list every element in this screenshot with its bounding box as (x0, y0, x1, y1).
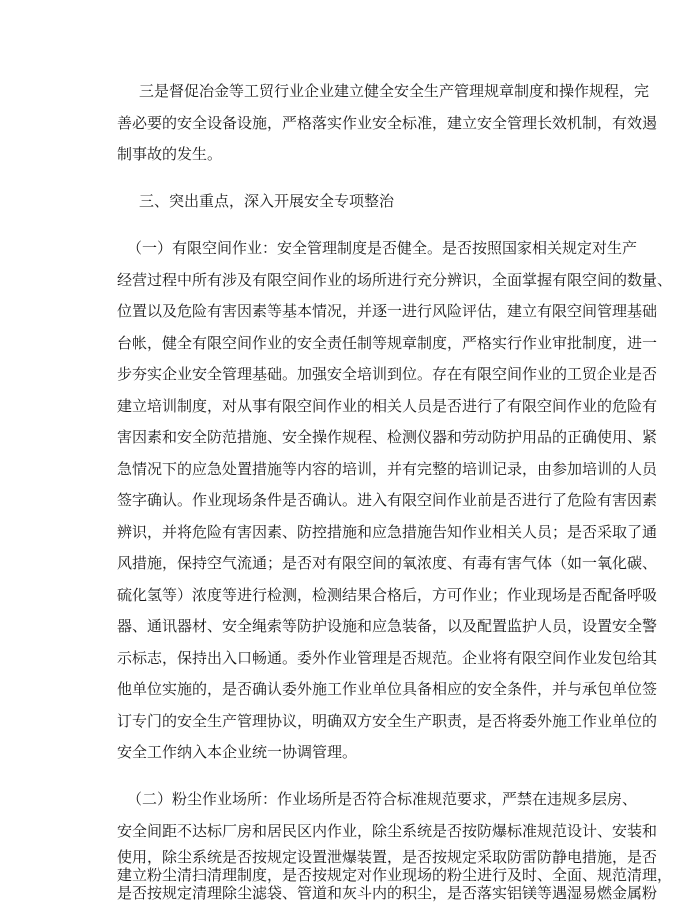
paragraph-2-line-14: 示标志，保持出入口畅通。委外作业管理是否规范。企业将有限空间作业发包给其 (117, 649, 658, 667)
paragraph-2-line-10: 辨识，并将危险有害因素、防控措施和应急措施告知作业相关人员；是否采取了通 (117, 523, 658, 541)
paragraph-2-line-8: 急情况下的应急处置措施等内容的培训，并有完整的培训记录，由参加培训的人员 (117, 460, 658, 478)
paragraph-2-line-16: 订专门的安全生产管理协议，明确双方安全生产职责，是否将委外施工作业单位的 (117, 712, 658, 730)
paragraph-2-line-4: 台帐，健全有限空间作业的安全责任制等规章制度，严格实行作业审批制度，进一 (117, 334, 658, 352)
paragraph-2-line-1: （一）有限空间作业：安全管理制度是否健全。是否按照国家相关规定对生产 (127, 239, 638, 257)
paragraph-2-line-3: 位置以及危险有害因素等基本情况，并逐一进行风险评估，建立有限空间管理基础 (117, 302, 658, 320)
paragraph-2-line-15: 他单位实施的，是否确认委外施工作业单位具备相应的安全条件，并与承包单位签 (117, 680, 658, 698)
paragraph-3-line-5: 是否按规定清理除尘滤袋、管道和灰斗内的积尘，是否落实铝镁等遇湿易燃金属粉 (117, 884, 658, 902)
paragraph-1-line-1: 三是督促冶金等工贸行业企业建立健全安全生产管理规章制度和操作规程，完 (139, 82, 650, 100)
paragraph-2-line-7: 害因素和安全防范措施、安全操作规程、检测仪器和劳动防护用品的正确使用、紧 (117, 428, 658, 446)
paragraph-2-line-12: 硫化氢等）浓度等进行检测，检测结果合格后，方可作业；作业现场是否配备呼吸 (117, 586, 658, 604)
paragraph-1-line-3: 制事故的发生。 (117, 145, 223, 163)
paragraph-2-line-17: 安全工作纳入本企业统一协调管理。 (117, 743, 358, 761)
paragraph-2-line-13: 器、通讯器材、安全绳索等防护设施和应急装备，以及配置监护人员，设置安全警 (117, 617, 658, 635)
paragraph-2-line-2: 经营过程中所有涉及有限空间作业的场所进行充分辨识，全面掌握有限空间的数量、 (117, 271, 673, 289)
paragraph-2-line-9: 签字确认。作业现场条件是否确认。进入有限空间作业前是否进行了危险有害因素 (117, 491, 658, 509)
paragraph-2-line-11: 风措施，保持空气流通；是否对有限空间的氧浓度、有毒有害气体（如一氧化碳、 (117, 554, 658, 572)
section-heading: 三、突出重点，深入开展安全专项整治 (139, 192, 395, 210)
paragraph-3-line-4: 建立粉尘清扫清理制度，是否按规定对作业现场的粉尘进行及时、全面、规范清理， (117, 866, 673, 884)
paragraph-3-line-3: 使用，除尘系统是否按规定设置泄爆装置，是否按规定采取防雷防静电措施，是否 (117, 848, 658, 866)
paragraph-3-line-1: （二）粉尘作业场所：作业场所是否符合标准规范要求，严禁在违规多层房、 (127, 790, 638, 808)
paragraph-3-line-2: 安全间距不达标厂房和居民区内作业，除尘系统是否按防爆标准规范设计、安装和 (117, 822, 658, 840)
paragraph-1-line-2: 善必要的安全设备设施，严格落实作业安全标准，建立安全管理长效机制，有效遏 (117, 114, 658, 132)
paragraph-2-line-5: 步夯实企业安全管理基础。加强安全培训到位。存在有限空间作业的工贸企业是否 (117, 365, 658, 383)
paragraph-2-line-6: 建立培训制度，对从事有限空间作业的相关人员是否进行了有限空间作业的危险有 (117, 397, 658, 415)
